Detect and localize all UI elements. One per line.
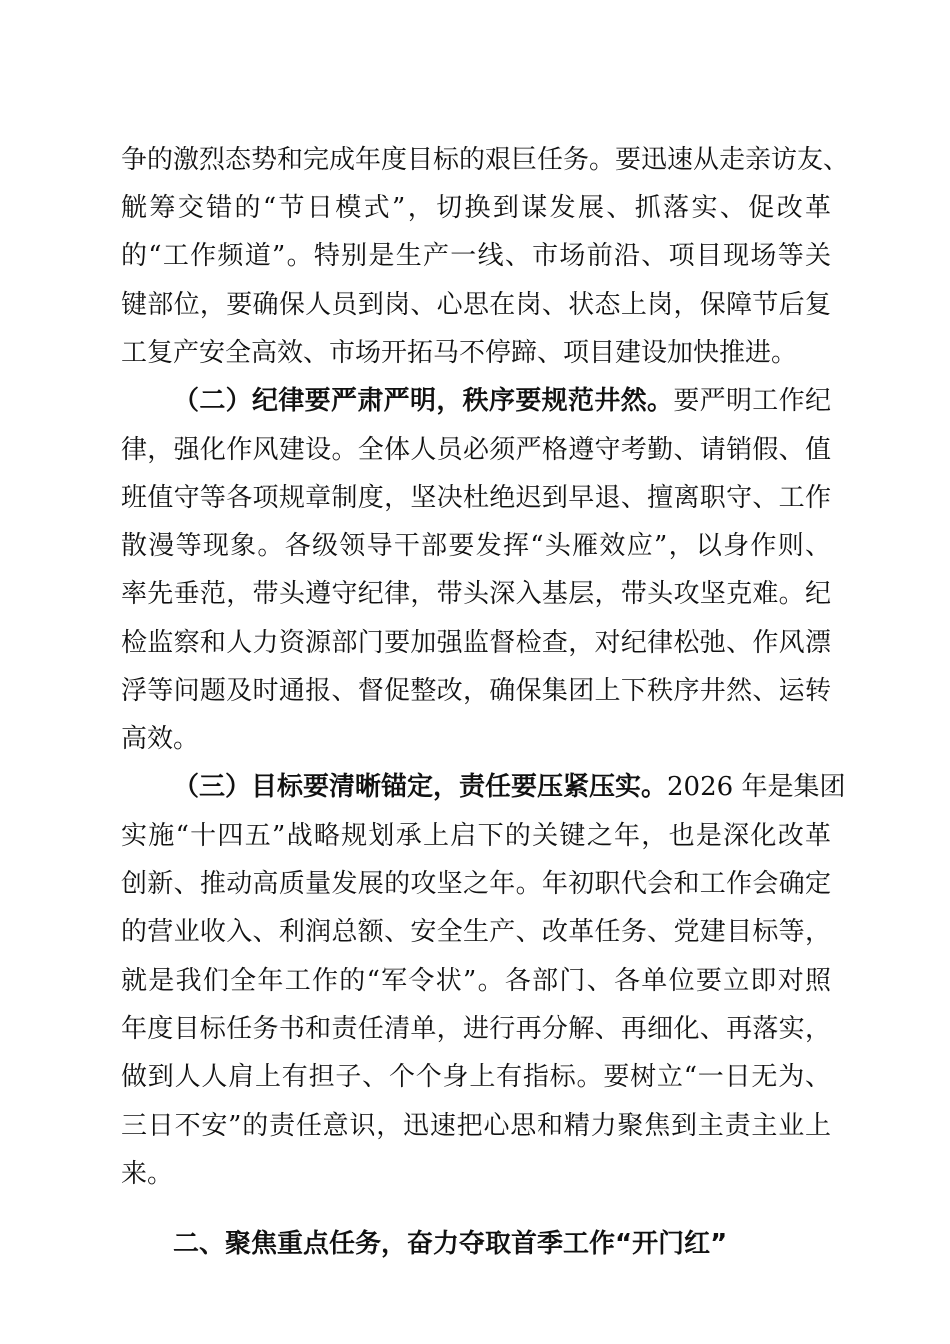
paragraph-2-line-4: 散漫等现象。各级领导干部要发挥“头雁效应”，以身作则、 (121, 531, 831, 561)
section-heading: 二、聚焦重点任务，奋力夺取首季工作“开门红” (173, 1229, 728, 1259)
paragraph-3-line-2: 实施“十四五”战略规划承上启下的关键之年，也是深化改革 (121, 821, 831, 851)
paragraph-3-line-6: 年度目标任务书和责任清单，进行再分解、再细化、再落实， (121, 1014, 831, 1044)
paragraph-2-line-2: 律，强化作风建设。全体人员必须严格遵守考勤、请销假、值 (121, 435, 831, 465)
paragraph-2-line-6: 检监察和人力资源部门要加强监督检查，对纪律松弛、作风漂 (121, 628, 831, 658)
paragraph-2-line-3: 班值守等各项规章制度，坚决杜绝迟到早退、擅离职守、工作 (121, 483, 831, 513)
paragraph-3-line-1 (173, 767, 846, 807)
paragraph-2-line-5: 率先垂范，带头遵守纪律，带头深入基层，带头攻坚克难。纪 (121, 579, 831, 609)
paragraph-2-first-line-rest: 要严明工作纪 (673, 386, 831, 416)
paragraph-1-line-4: 键部位，要确保人员到岗、心思在岗、状态上岗，保障节后复 (121, 290, 831, 320)
paragraph-3-line-9: 来。 (121, 1159, 174, 1189)
paragraph-3-line-7: 做到人人肩上有担子、个个身上有指标。要树立“一日无为、 (121, 1062, 831, 1092)
paragraph-1-line-1: 争的激烈态势和完成年度目标的艰巨任务。要迅速从走亲访友、 (121, 145, 850, 175)
paragraph-2-line-7: 浮等问题及时通报、督促整改，确保集团上下秩序井然、运转 (121, 676, 831, 706)
paragraph-1-line-3: 的“工作频道”。特别是生产一线、市场前沿、项目现场等关 (121, 241, 831, 271)
paragraph-2-line-8: 高效。 (121, 724, 200, 754)
paragraph-3-first-line-rest: 2026 年是集团 (667, 772, 846, 802)
paragraph-3-line-8: 三日不安”的责任意识，迅速把心思和精力聚焦到主责主业上 (121, 1111, 831, 1141)
paragraph-1-line-2: 觥筹交错的“节日模式”，切换到谋发展、抓落实、促改革 (121, 193, 831, 223)
paragraph-3-line-5: 就是我们全年工作的“军令状”。各部门、各单位要立即对照 (121, 966, 831, 996)
paragraph-3-line-3: 创新、推动高质量发展的攻坚之年。年初职代会和工作会确定 (121, 869, 831, 899)
paragraph-1-line-5: 工复产安全高效、市场开拓马不停蹄、项目建设加快推进。 (121, 338, 798, 368)
paragraph-2-line-1 (173, 381, 831, 421)
paragraph-3-line-4: 的营业收入、利润总额、安全生产、改革任务、党建目标等， (121, 917, 831, 947)
paragraph-2-lead: （二）纪律要严肃严明，秩序要规范井然。 (173, 386, 674, 416)
paragraph-3-lead: （三）目标要清晰锚定，责任要压紧压实。 (173, 772, 668, 802)
